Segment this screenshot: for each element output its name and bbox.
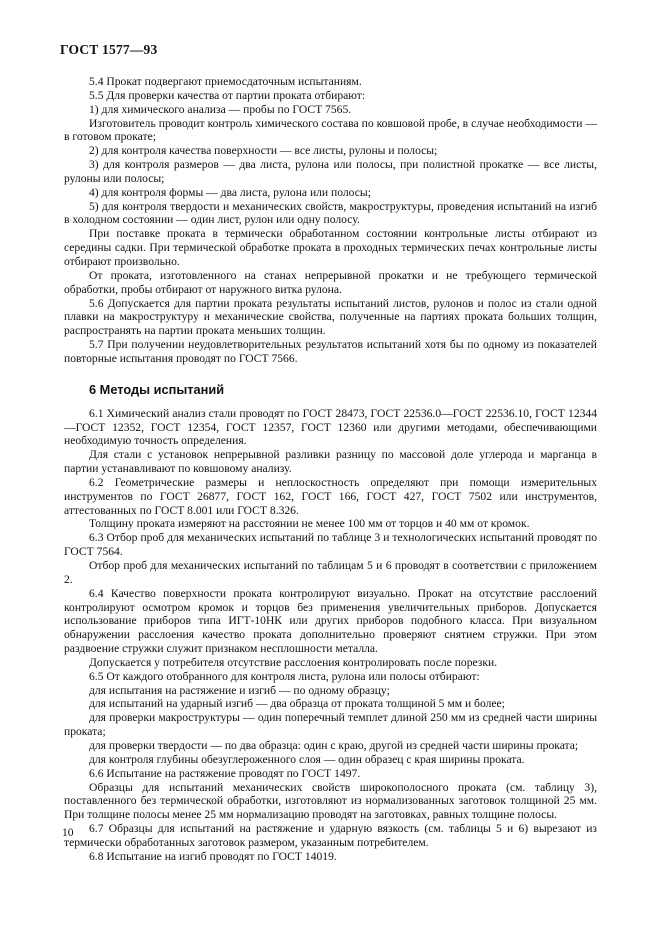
- document-body: [64, 75, 597, 864]
- paragraph: 6.6 Испытание на растяжение проводят по ГОСТ 1497.: [89, 766, 361, 780]
- paragraph: 5.4 Прокат подвергают приемосдаточным испытаниям.: [89, 75, 362, 88]
- paragraph: Толщину проката измеряют на расстоянии не менее 100 мм от торцов и 40 мм от кромок.: [89, 517, 530, 531]
- paragraph: 3) для контроля размеров — два листа, рулона или полосы, при полистной прокатке — все листы, рулоны или полосы;: [64, 158, 597, 185]
- paragraph: 6.1 Химический анализ стали проводят по ГОСТ 28473, ГОСТ 22536.0—ГОСТ 22536.10, ГОСТ 12344—ГОСТ 12352, ГОСТ 12354, ГОСТ 12357, ГОСТ 12360 или другими методами, обеспечивающими необходимую точность определения.: [64, 406, 597, 448]
- paragraph: От проката, изготовленного на станах непрерывной прокатки и не требующего термической обработки, пробы отбирают от наружного витка рулона.: [64, 268, 597, 296]
- paragraph: 6.8 Испытание на изгиб проводят по ГОСТ 14019.: [89, 849, 337, 863]
- section-6-body: [64, 407, 597, 864]
- paragraph: 6.2 Геометрические размеры и неплоскостность определяют при помощи измерительных инструментов по ГОСТ 26877, ГОСТ 162, ГОСТ 166, ГОСТ 427, ГОСТ 7502 или инструментов, аттестованных по ГОСТ 8.001 или ГОСТ 8.326.: [64, 475, 597, 517]
- page-header: ГОСТ 1577—93: [60, 42, 158, 57]
- paragraph: 6.3 Отбор проб для механических испытаний по таблице 3 и технологических испытаний проводят по ГОСТ 7564.: [64, 531, 597, 559]
- paragraph: для проверки твердости — по два образца: один с краю, другой из средней части ширины проката;: [89, 738, 579, 752]
- paragraph: 5.5 Для проверки качества от партии проката отбирают:: [89, 88, 366, 102]
- paragraph: 6.7 Образцы для испытаний на растяжение и ударную вязкость (см. таблицы 5 и 6) вырезают из термически обработанных заготовок размером, указанным потребителем.: [64, 822, 597, 849]
- page-number: 10: [62, 826, 74, 839]
- paragraph: Для стали с установок непрерывной разливки разницу по массовой доле углерода и марганца в партии устанавливают по ковшовому анализу.: [64, 448, 597, 476]
- paragraph: для проверки макроструктуры — один поперечный темплет длиной 250 мм из средней части ширины проката;: [64, 711, 597, 739]
- paragraph: 6.5 От каждого отобранного для контроля листа, рулона или полосы отбирают:: [89, 669, 480, 683]
- section-5-body: [64, 75, 597, 366]
- paragraph: Отбор проб для механических испытаний по таблицам 5 и 6 проводят в соответствии с приложением 2.: [64, 559, 597, 586]
- paragraph: Допускается у потребителя отсутствие расслоения контролировать после порезки.: [89, 655, 498, 669]
- section-heading: 6 Методы испытаний: [89, 381, 225, 397]
- paragraph: Изготовитель проводит контроль химического состава по ковшовой пробе, в случае необходимости — в готовом прокате;: [64, 116, 597, 144]
- paragraph: Образцы для испытаний механических свойств широкополосного проката (см. таблицу 3), поставленного без термической обработки, изготовляют из нормализованных заготовок толщиной 25 мм. При толщине полосы менее 25 мм нормализацию проводят на заготовках, равных толщине полосы.: [64, 780, 597, 822]
- paragraph: 5.6 Допускается для партии проката результаты испытаний листов, рулонов и полос из стали одной плавки на макроструктуру и механические свойства, полученные на партиях проката больших толщин, распространять на партии проката меньших толщин.: [64, 296, 597, 338]
- paragraph: для испытания на растяжение и изгиб — по одному образцу;: [89, 683, 390, 697]
- paragraph: 4) для контроля формы — два листа, рулона или полосы;: [89, 185, 371, 199]
- paragraph: 1) для химического анализа — пробы по ГОСТ 7565.: [89, 102, 352, 116]
- paragraph: 6.4 Качество поверхности проката контролируют визуально. Прокат на отсутствие расслоений контролируют осмотром кромок и торцов без применения увеличительных приборов. Допускается использование приборов типа ИГТ-10НК или других приборов подобного класса. При визуальном обнаружении расслоения качество проката дополнительно проверяют снятием стружки. При этом раздвоение стружки служит признаком несплошности металла.: [64, 586, 597, 656]
- paragraph: 5) для контроля твердости и механических свойств, макроструктуры, проведения испытаний на изгиб в холодном состоянии — один лист, рулон или одну полосу.: [64, 199, 597, 227]
- paragraph: 2) для контроля качества поверхности — все листы, рулоны и полосы;: [89, 144, 438, 158]
- paragraph: для контроля глубины обезуглероженного слоя — один образец с края ширины проката.: [89, 752, 525, 766]
- paragraph: для испытаний на ударный изгиб — два образца от проката толщиной 5 мм и более;: [89, 697, 505, 711]
- paragraph: 5.7 При получении неудовлетворительных результатов испытаний хотя бы по одному из показателей повторные испытания проводят по ГОСТ 7566.: [64, 338, 597, 365]
- paragraph: При поставке проката в термически обработанном состоянии контрольные листы отбирают из середины садки. При термической обработке проката в проходных термических печах контрольные листы отбирают произвольно.: [64, 227, 597, 268]
